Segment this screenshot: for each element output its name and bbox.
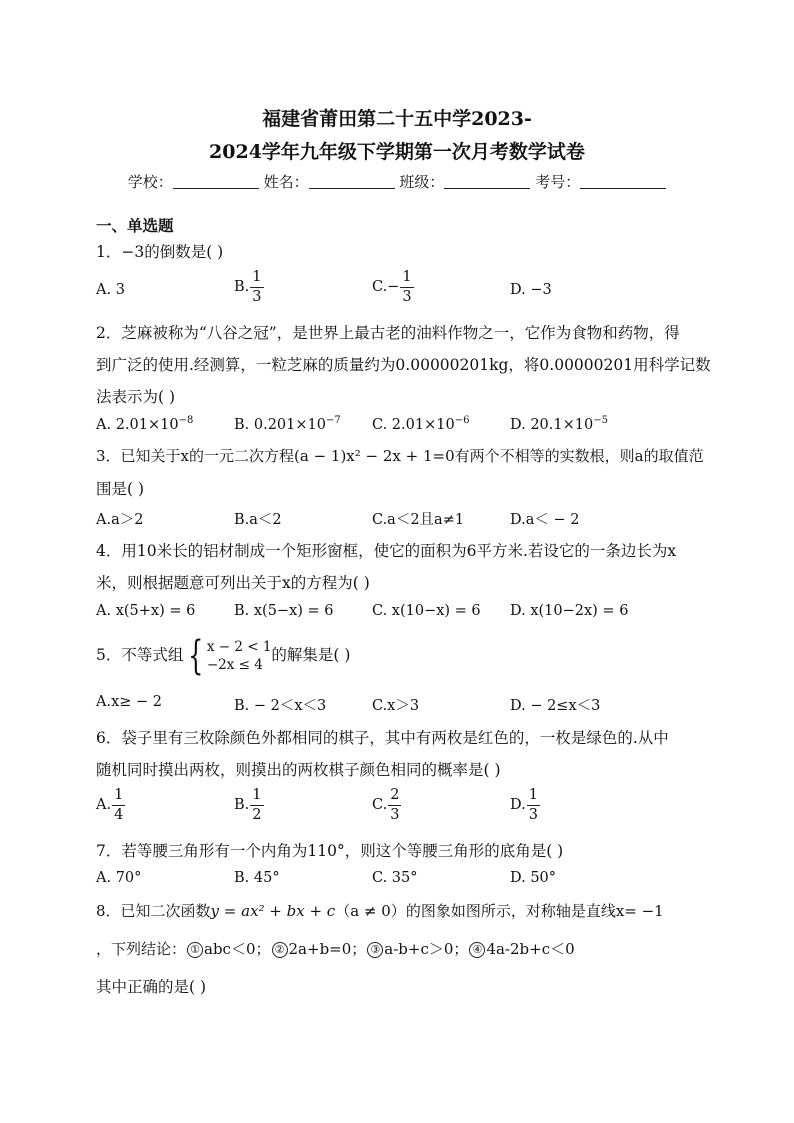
condition: （a ≠ 0） <box>335 902 406 920</box>
question-3-line1: 3．已知关于x的一元二次方程(a − 1)x² − 2x + 1=0有两个不相等的实数根，则a的取值范 <box>96 447 704 465</box>
exam-title-line2: 2024学年九年级下学期第一次月考数学试卷 <box>209 141 585 163</box>
option-label: C.− <box>372 279 400 295</box>
question-7-option-a[interactable]: A. 70° <box>96 870 142 886</box>
question-7-option-b[interactable]: B. 45° <box>234 870 280 886</box>
stem-prefix: 5．不等式组 <box>96 646 184 664</box>
question-6-line1: 6．袋子里有三枚除颜色外都相同的棋子，其中有两枚是红色的，一枚是绿色的.从中 <box>96 729 669 747</box>
question-5-option-c[interactable]: C.x＞3 <box>372 698 420 714</box>
question-6-option-c[interactable] <box>372 788 402 822</box>
numerator: 1 <box>250 788 263 806</box>
question-2-line1: 2．芝麻被称为“八谷之冠”，是世界上最古老的油料作物之一，它作为食物和药物，得 <box>96 324 680 342</box>
exam-title-line1: 福建省莆田第二十五中学2023- <box>262 108 532 130</box>
numerator: 1 <box>527 788 540 806</box>
question-2-option-b[interactable] <box>234 415 341 433</box>
stem-prefix: 8．已知二次函数 <box>96 902 211 920</box>
numerator: 1 <box>400 270 413 288</box>
option-label: B. <box>234 797 250 813</box>
question-7-option-d[interactable]: D. 50° <box>510 870 557 886</box>
question-8-line3: 其中正确的是( ) <box>96 978 207 996</box>
inequality-1: x − 2 < 1 <box>206 639 272 655</box>
question-4-option-a[interactable]: A. x(5+x) = 6 <box>96 603 196 619</box>
question-5-option-d[interactable]: D. − 2≤x＜3 <box>510 698 601 714</box>
question-8-line1 <box>96 900 664 921</box>
question-1-stem: 1．−3的倒数是( ) <box>96 243 224 261</box>
exam-number-label: 考号： <box>535 173 581 191</box>
question-5-option-a[interactable]: A.x≥ − 2 <box>96 694 163 710</box>
option-text: D. 20.1×10 <box>510 416 594 433</box>
question-3-option-d[interactable]: D.a＜ − 2 <box>510 512 580 528</box>
question-1-option-d[interactable]: D. −3 <box>510 282 552 298</box>
question-6-option-b[interactable] <box>234 788 265 822</box>
question-5-option-b[interactable]: B. − 2＜x＜3 <box>234 698 327 714</box>
conclusion-2: 2a+b=0； <box>288 940 367 958</box>
question-6-line2: 随机同时摸出两枚，则摸出的两枚棋子颜色相同的概率是( ) <box>96 761 501 779</box>
exponent: −5 <box>593 415 608 426</box>
question-5-stem <box>96 633 351 679</box>
denominator: 3 <box>252 288 262 305</box>
option-label: C. <box>372 797 388 813</box>
question-4-line1: 4．用10米长的铝材制成一个矩形窗框，使它的面积为6平方米.若设它的一条边长为x <box>96 542 677 560</box>
option-text: C. 2.01×10 <box>372 416 455 433</box>
question-4-option-b[interactable]: B. x(5−x) = 6 <box>234 603 334 619</box>
exponent: −6 <box>454 415 470 426</box>
circled-number-4: ④ <box>469 942 485 958</box>
circled-number-2: ② <box>272 942 288 958</box>
question-2-line3: 法表示为( ) <box>96 388 176 406</box>
fraction <box>112 788 125 822</box>
denominator: 3 <box>402 288 412 305</box>
exponent: −7 <box>325 415 341 426</box>
question-6-option-a[interactable] <box>96 788 126 822</box>
question-3-line2: 围是( ) <box>96 480 145 498</box>
question-3-option-b[interactable]: B.a＜2 <box>234 512 282 528</box>
function-expression: y = ax² + bx + c <box>210 902 336 920</box>
option-label: D. <box>510 797 526 813</box>
conclusion-4: 4a-2b+c＜0 <box>486 940 575 958</box>
option-label: B. <box>234 279 250 295</box>
question-1-option-c[interactable] <box>372 270 415 304</box>
question-4-option-c[interactable]: C. x(10−x) = 6 <box>372 603 481 619</box>
fraction <box>400 270 413 304</box>
denominator: 2 <box>252 806 262 823</box>
inequality-system <box>207 638 272 674</box>
circled-number-3: ③ <box>367 942 383 958</box>
option-text: B. 0.201×10 <box>234 416 326 433</box>
fraction <box>250 270 263 304</box>
name-label: 姓名： <box>263 173 309 191</box>
name-blank[interactable] <box>309 173 395 189</box>
circled-number-1: ① <box>187 942 203 958</box>
denominator: 3 <box>528 806 538 823</box>
denominator: 4 <box>114 806 124 823</box>
class-label: 班级： <box>399 173 445 191</box>
question-3-option-c[interactable]: C.a＜2且a≠1 <box>372 512 465 528</box>
fraction <box>250 788 263 822</box>
question-2-line2: 到广泛的使用.经测算，一粒芝麻的质量约为0.00000201kg，将0.00000201用科学记数 <box>96 356 711 374</box>
question-1-option-a[interactable]: A. 3 <box>96 282 125 298</box>
question-2-option-c[interactable] <box>372 415 469 433</box>
question-7-option-c[interactable]: C. 35° <box>372 870 418 886</box>
question-2-option-a[interactable] <box>96 415 193 433</box>
student-info-row <box>0 171 794 192</box>
question-1-option-b[interactable] <box>234 270 265 304</box>
question-2-option-d[interactable] <box>510 415 608 433</box>
question-4-line2: 米，则根据题意可列出关于x的方程为( ) <box>96 574 370 592</box>
option-label: A. <box>96 797 112 813</box>
fraction <box>527 788 540 822</box>
conclusion-1: abc＜0； <box>204 940 271 958</box>
school-blank[interactable] <box>173 173 259 189</box>
numerator: 2 <box>388 788 401 806</box>
stem-suffix: 的解集是( ) <box>271 646 351 664</box>
section-title: 一、单选题 <box>96 216 174 235</box>
question-7-stem: 7．若等腰三角形有一个内角为110°，则这个等腰三角形的底角是( ) <box>96 842 564 860</box>
question-6-option-d[interactable] <box>510 788 541 822</box>
brace-symbol: { <box>188 633 204 679</box>
exam-number-blank[interactable] <box>580 173 666 189</box>
numerator: 1 <box>250 270 263 288</box>
conclusions-prefix: ，下列结论： <box>96 940 187 958</box>
option-text: A. 2.01×10 <box>96 416 179 433</box>
fraction <box>388 788 401 822</box>
denominator: 3 <box>390 806 400 823</box>
conclusion-3: a-b+c＞0； <box>384 940 469 958</box>
stem-suffix: 的图象如图所示，对称轴是直线x= −1 <box>405 902 664 920</box>
numerator: 1 <box>112 788 125 806</box>
inequality-2: −2x ≤ 4 <box>206 657 263 673</box>
exponent: −8 <box>178 415 194 426</box>
question-8-line2 <box>96 938 575 959</box>
school-label: 学校： <box>127 173 173 191</box>
question-4-option-d[interactable]: D. x(10−2x) = 6 <box>510 603 629 619</box>
question-3-option-a[interactable]: A.a＞2 <box>96 512 144 528</box>
class-blank[interactable] <box>444 173 530 189</box>
